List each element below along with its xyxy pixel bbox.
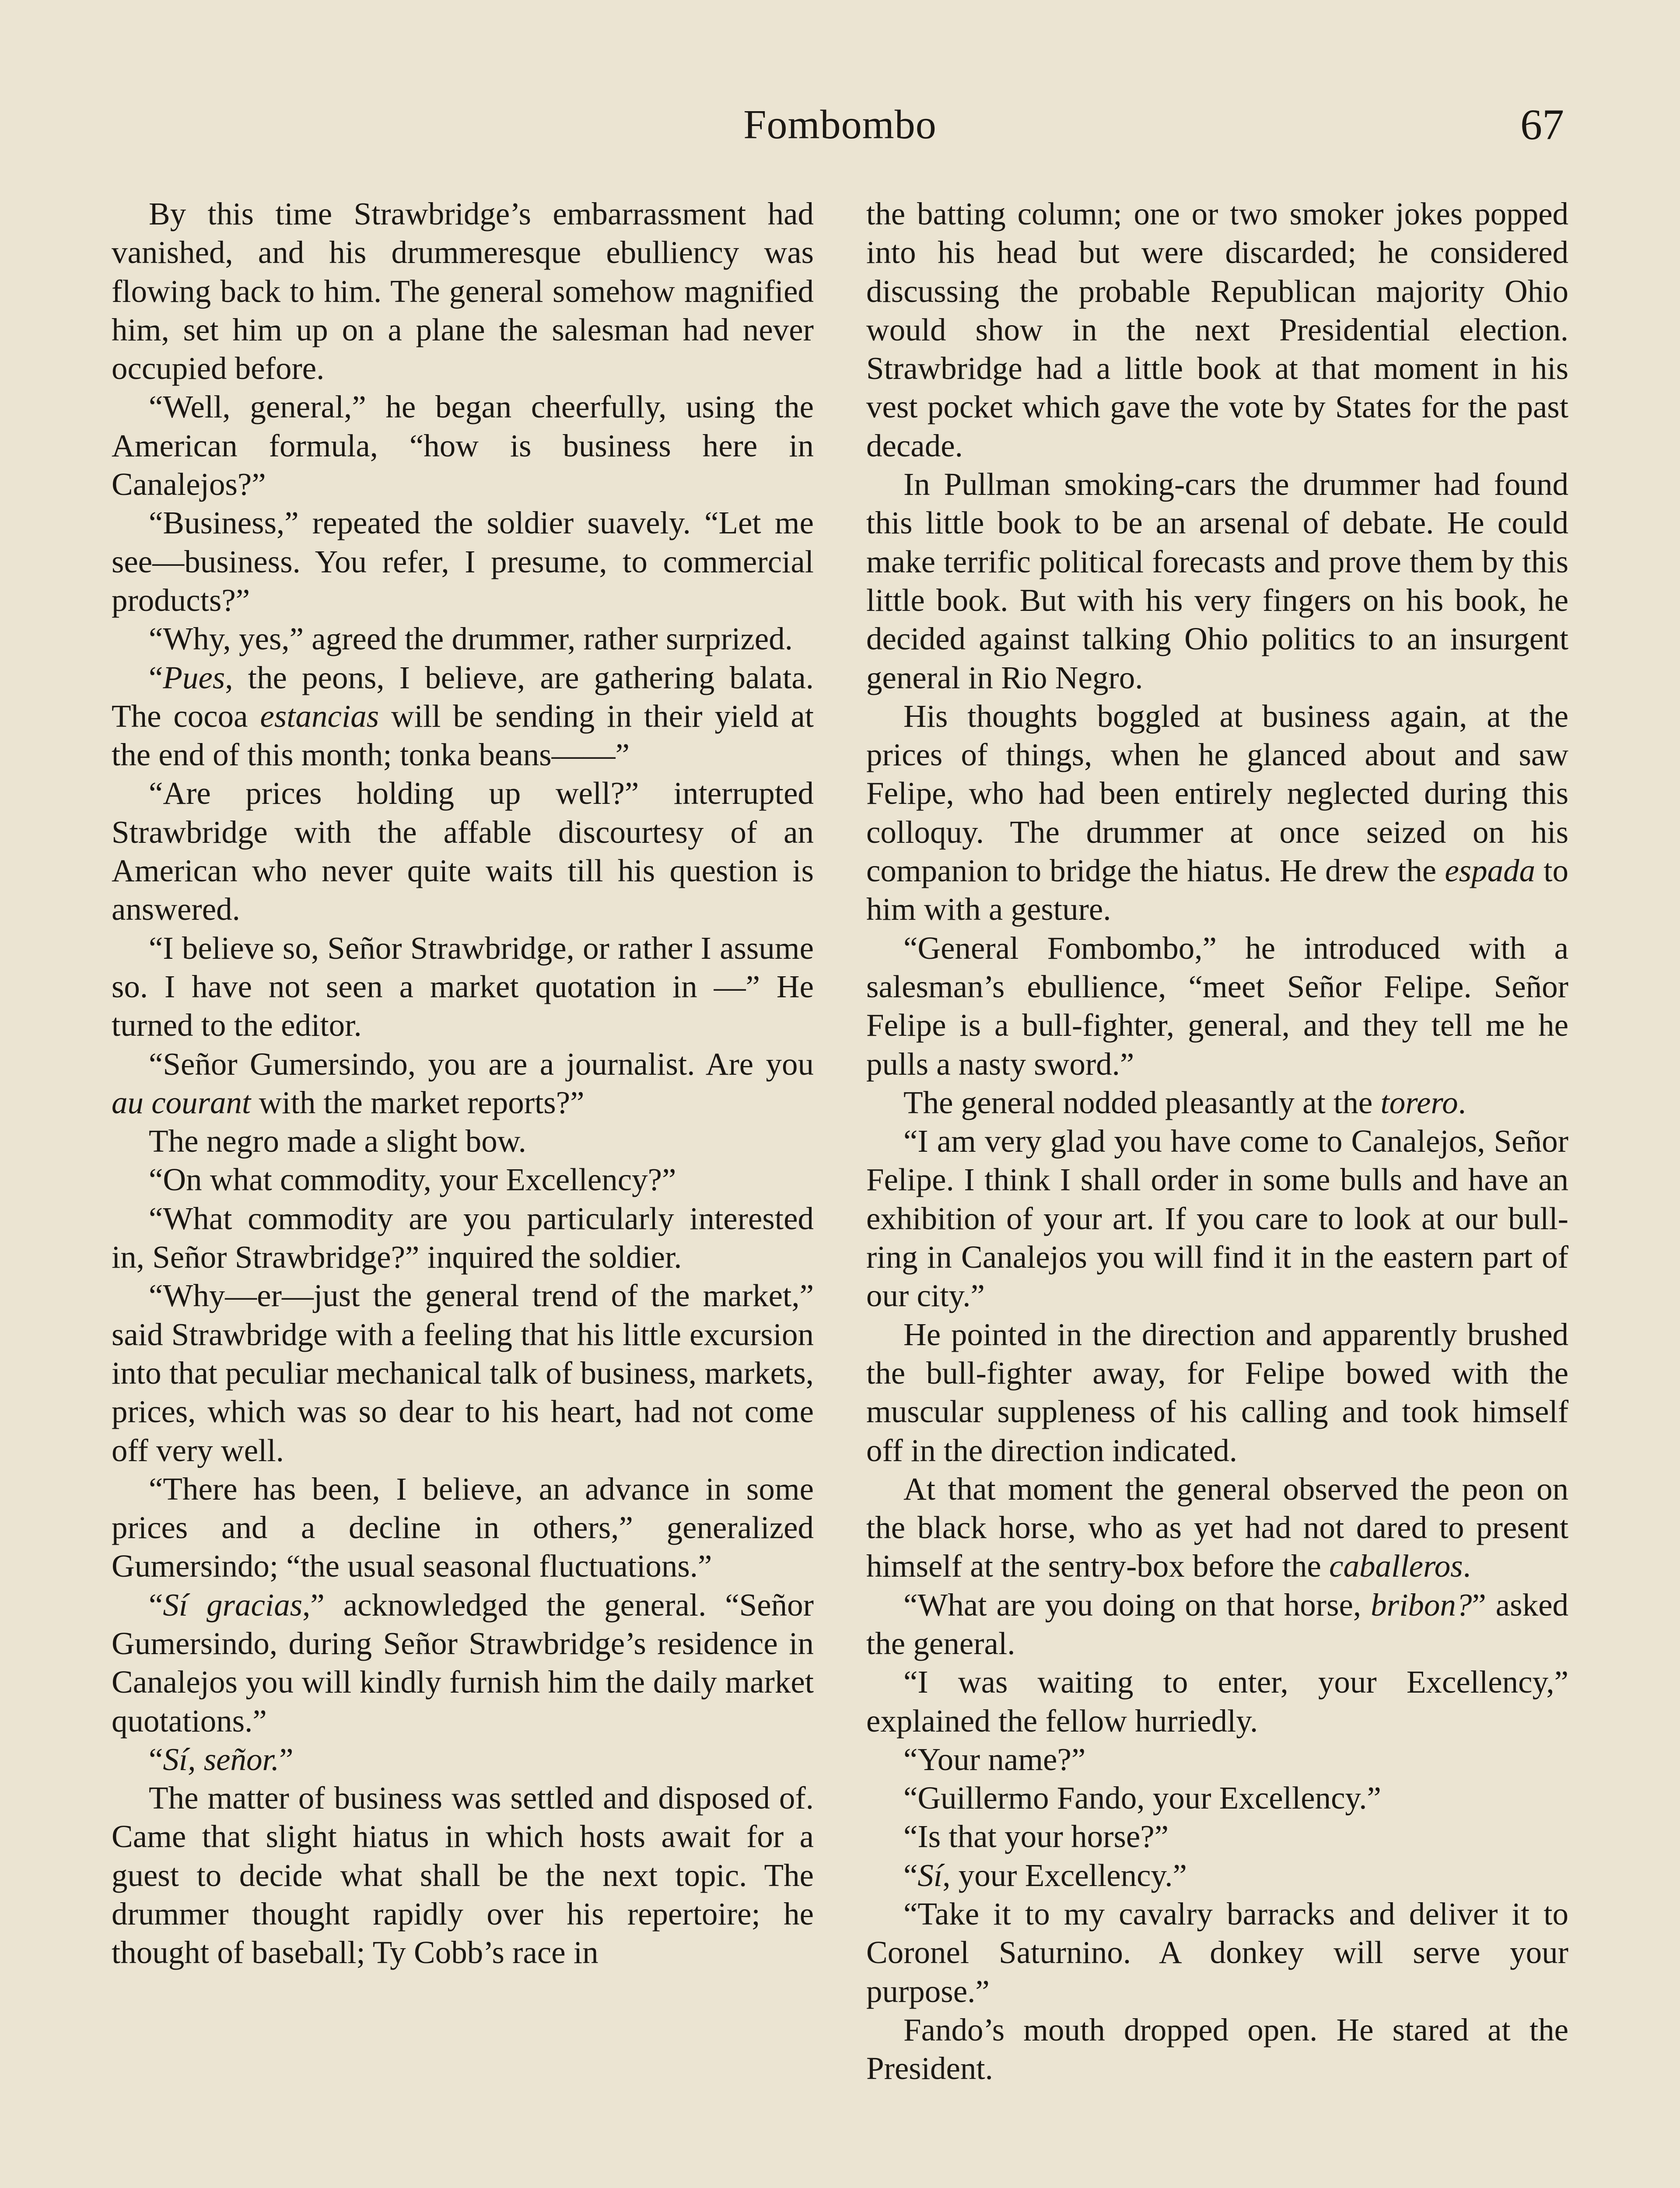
paragraph: “Señor Gumersindo, you are a journalist. Are you au courant with the market reports?” <box>112 1046 814 1120</box>
paragraph: The negro made a slight bow. <box>149 1123 526 1159</box>
page-number: 67 <box>1520 100 1564 149</box>
paragraph: The matter of business was settled and disposed of. Came that slight hiatus in which hosts await for a guest to decide what shall be the next topic. The drummer thought rapidly over his repertoire; he thought of baseball; Ty Cobb’s race in <box>112 1780 814 1971</box>
paragraph: He pointed in the direction and apparently brushed the bull-fighter away, for Felipe bowed with the muscular suppleness of his calling and took himself off in the direction indicated. <box>866 1316 1568 1468</box>
paragraph: “Are prices holding up well?” interrupted Strawbridge with the affable discourtesy of an American who never quite waits till his question is answered. <box>112 775 814 927</box>
paragraph: Fando’s mouth dropped open. He stared at the President. <box>866 2012 1568 2086</box>
paragraph: The general nodded pleasantly at the torero. <box>903 1084 1466 1120</box>
paragraph: the batting column; one or two smoker jokes popped into his head but were discarded; he considered discussing the probable Republican majority Ohio would show in the next Presidential election. Strawbridge had a little book at that moment in his vest pocket which gave the vote by States for the past decade. <box>866 196 1568 463</box>
right-text-column <box>866 195 1568 2088</box>
paragraph: “There has been, I believe, an advance in some prices and a decline in others,” generalized Gumersindo; “the usual seasonal fluctuations.” <box>112 1471 814 1584</box>
paragraph: “General Fombombo,” he introduced with a salesman’s ebullience, “meet Señor Felipe. Señor Felipe is a bull-fighter, general, and they tell me he pulls a nasty sword.” <box>866 930 1568 1082</box>
paragraph: “What are you doing on that horse, bribon?” asked the general. <box>866 1587 1568 1661</box>
paragraph: “Take it to my cavalry barracks and deliver it to Coronel Saturnino. A donkey will serve your purpose.” <box>866 1896 1568 2009</box>
running-head: Fombombo <box>743 102 937 147</box>
paragraph: “Why, yes,” agreed the drummer, rather surprized. <box>149 621 793 657</box>
paragraph: “Well, general,” he began cheerfully, using the American formula, “how is business here in Canalejos?” <box>112 389 814 502</box>
paragraph: “Sí gracias,” acknowledged the general. “Señor Gumersindo, during Señor Strawbridge’s residence in Canalejos you will kindly furnish him the daily market quotations.” <box>112 1587 814 1739</box>
left-text-column <box>112 195 814 1972</box>
paragraph: “I believe so, Señor Strawbridge, or rather I assume so. I have not seen a market quotation in —” He turned to the editor. <box>112 930 814 1043</box>
paragraph: In Pullman smoking-cars the drummer had found this little book to be an arsenal of debate. He could make terrific political forecasts and prove them by this little book. But with his very fingers on his book, he decided against talking Ohio politics to an insurgent general in Rio Negro. <box>866 466 1568 695</box>
paragraph: “Pues, the peons, I believe, are gathering balata. The cocoa estancias will be sending in their yield at the end of this month; tonka beans——” <box>112 659 814 773</box>
paragraph: “Why—er—just the general trend of the market,” said Strawbridge with a feeling that his little excursion into that peculiar mechanical talk of business, markets, prices, which was so dear to his heart, had not come off very well. <box>112 1278 814 1468</box>
paragraph: “I am very glad you have come to Canalejos, Señor Felipe. I think I shall order in some bulls and have an exhibition of your art. If you care to look at our bull-ring in Canalejos you will find it in the eastern part of our city.” <box>866 1123 1568 1314</box>
paragraph: By this time Strawbridge’s embarrassment had vanished, and his drummeresque ebulliency was flowing back to him. The general somehow magnified him, set him up on a plane the salesman had never occupied before. <box>112 196 814 386</box>
paragraph: His thoughts boggled at business again, at the prices of things, when he glanced about and saw Felipe, who had been entirely neglected during this colloquy. The drummer at once seized on his companion to bridge the hiatus. He drew the espada to him with a gesture. <box>866 698 1568 927</box>
paragraph: “I was waiting to enter, your Excellency,” explained the fellow hurriedly. <box>866 1664 1568 1739</box>
paragraph: At that moment the general observed the peon on the black horse, who as yet had not dared to present himself at the sentry-box before the caballeros. <box>866 1471 1568 1584</box>
paragraph: “Sí, señor.” <box>149 1741 294 1777</box>
paragraph: “Guillermo Fando, your Excellency.” <box>903 1780 1381 1816</box>
paragraph: “What commodity are you particularly interested in, Señor Strawbridge?” inquired the soldier. <box>112 1200 814 1275</box>
paragraph: “Your name?” <box>903 1741 1086 1777</box>
paragraph: “Business,” repeated the soldier suavely. “Let me see—business. You refer, I presume, to commercial products?” <box>112 505 814 618</box>
paragraph: “On what commodity, your Excellency?” <box>149 1162 676 1198</box>
page-header <box>0 94 1680 155</box>
paragraph: “Is that your horse?” <box>903 1819 1169 1855</box>
paragraph: “Sí, your Excellency.” <box>903 1857 1187 1893</box>
